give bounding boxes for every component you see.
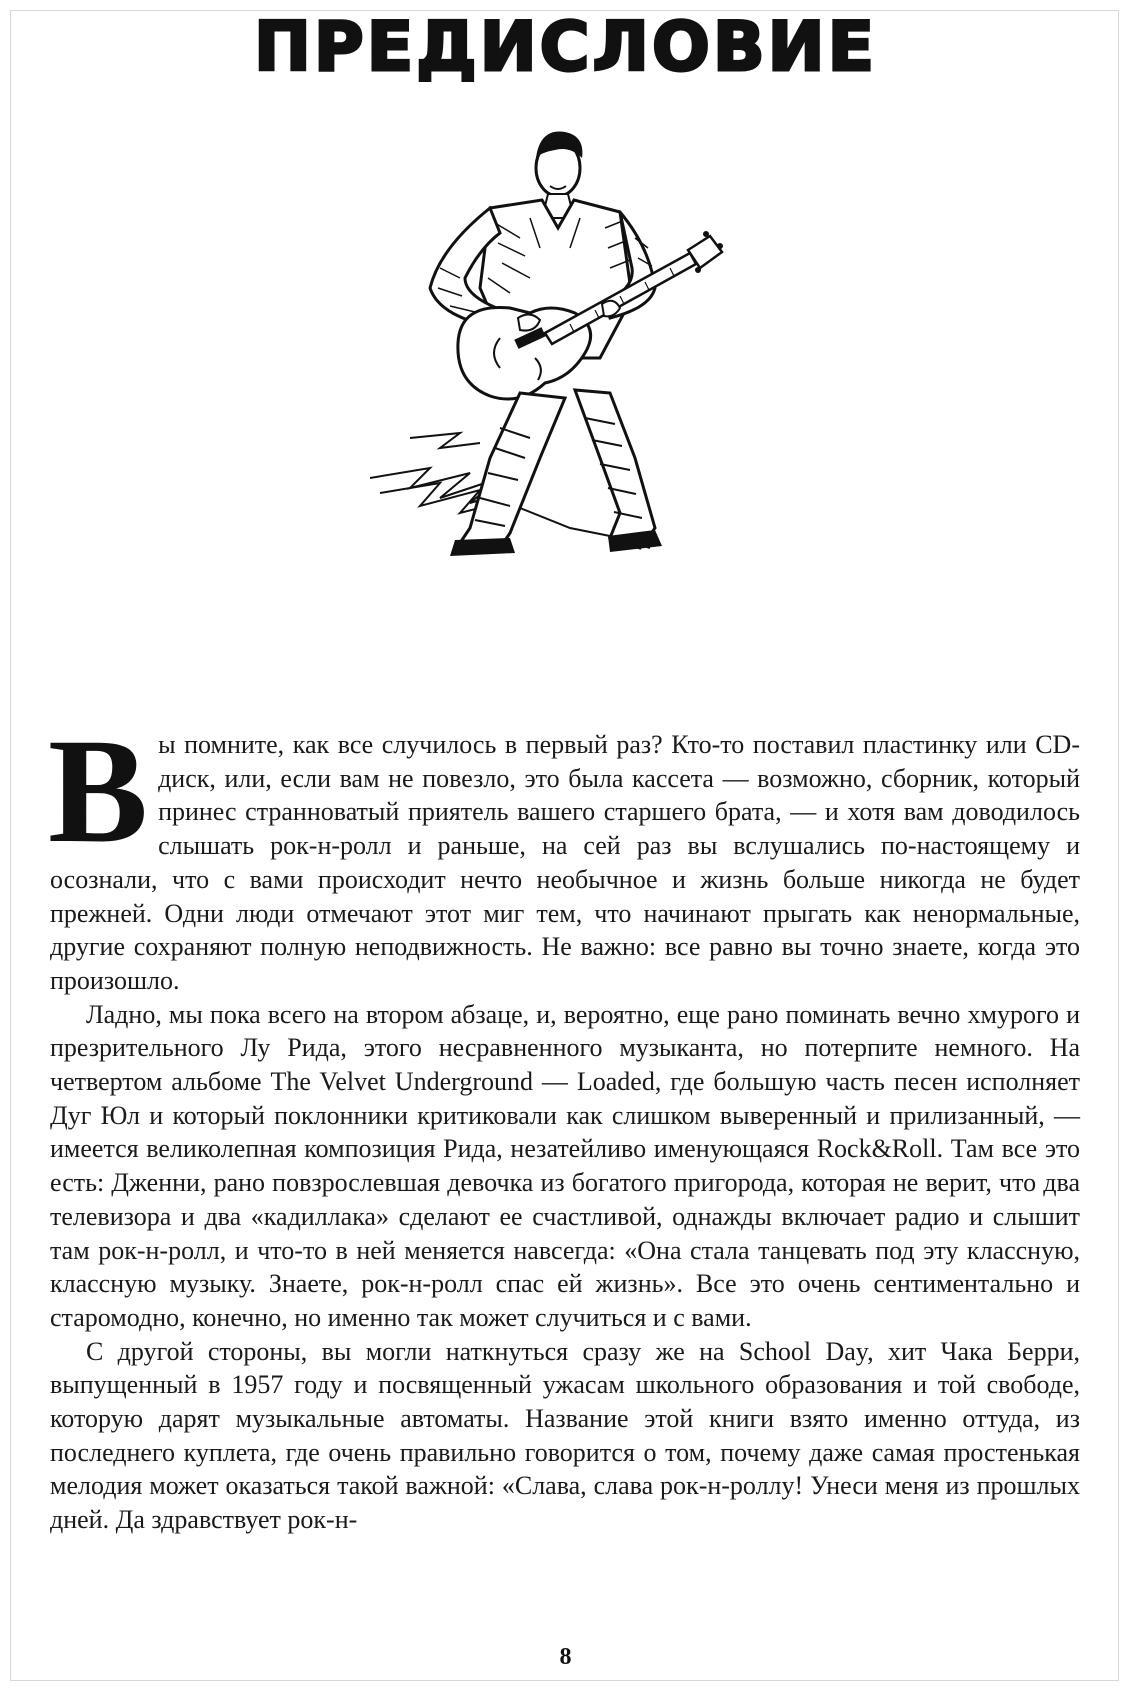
- paragraph-1: [48, 708, 1080, 998]
- drop-cap: В: [48, 708, 149, 874]
- paragraph-2: Ладно, мы пока всего на втором абзаце, и, вероятно, еще рано поминать вечно хмурого и презрительного Лу Рида, этого несравненного музыканта, но потерпите немного. На четвертом альбоме The Velvet Underground — Loaded, где большую часть песен исполняет Дуг Юл и который поклонники критиковали как слишком выверенный и прилизанный, — имеется великолепная композиция Рида, незатейливо именующаяся Rock&Roll. Там все это есть: Дженни, рано повзрослевшая девочка из богатого пригорода, которая не верит, что два телевизора и два «кадиллака» сделают ее счастливой, однажды включает радио и слышит там рок-н-ролл, и что-то в ней меняется навсегда: «Она стала танцевать под эту классную, классную музыку. Знаете, рок-н-ролл спас ей жизнь». Все это очень сентиментально и старомодно, конечно, но именно так может случиться и с вами.: [50, 999, 1080, 1332]
- body-text: [48, 708, 1080, 1537]
- guitarist-illustration-icon: [370, 128, 770, 598]
- paragraph-1-text: ы помните, как все случилось в первый раз? Кто-то поставил пластинку или CD-диск, или, если вам не повезло, это была кассета — возможно, сборник, который принес странноватый приятель вашего старшего брата, — и хотя вам доводилось слышать рок-н-ролл и раньше, на сей раз вы вслушались по-настоящему и осознали, что с вами происходит нечто необычное и жизнь больше никогда не будет прежней. Одни люди отмечают этот миг тем, что начинают прыгать как ненормальные, другие сохраняют полную неподвижность. Не важно: все равно вы точно знаете, когда это произошло.: [50, 730, 1080, 995]
- chapter-title: ПРЕДИСЛОВИЕ: [253, 8, 878, 87]
- paragraph-3: С другой стороны, вы могли наткнуться сразу же на School Day, хит Чака Берри, выпущенный в 1957 году и посвященный ужасам школьного образования и той свободе, которую дарят музыкальные автоматы. Название этой книги взято именно оттуда, из последнего куплета, где очень правильно говорится о том, почему даже самая простенькая мелодия может оказаться такой важной: «Слава, слава рок-н-роллу! Унеси меня из прошлых дней. Да здравствует рок-н-: [50, 1336, 1080, 1535]
- page-number: 8: [559, 1644, 572, 1670]
